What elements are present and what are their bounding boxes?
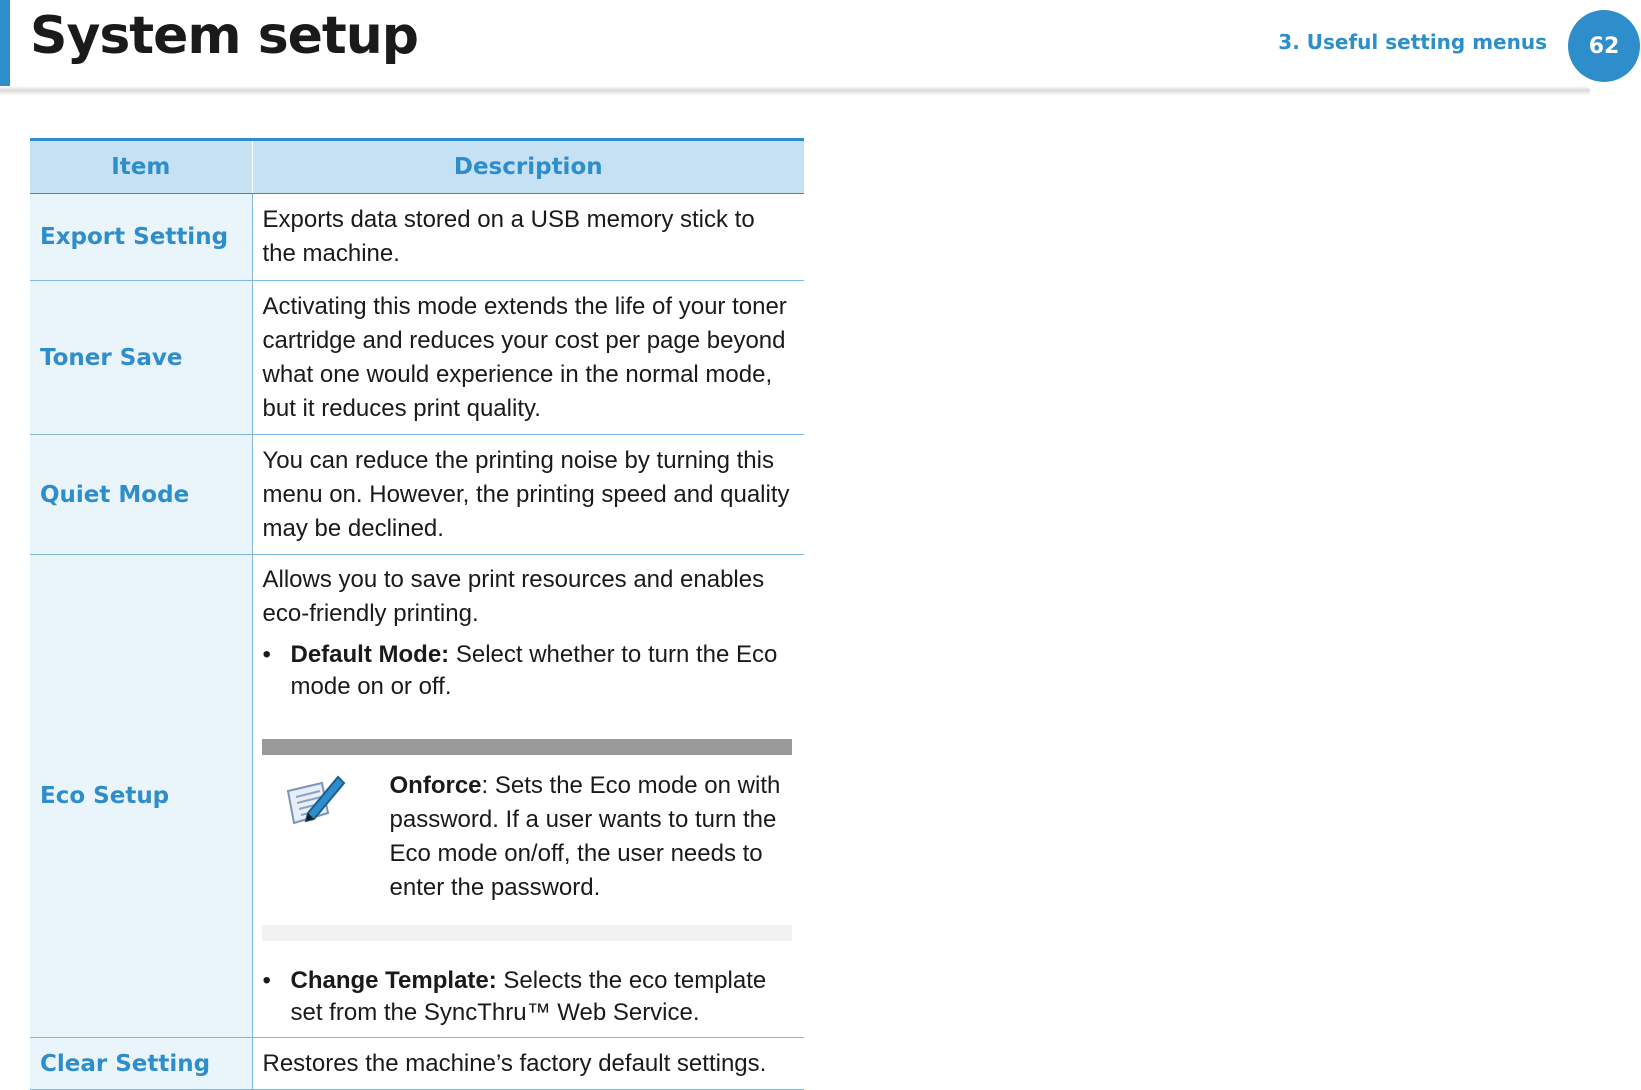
page-number-badge: 62 xyxy=(1568,10,1640,82)
table-row xyxy=(30,281,804,435)
note-pencil-icon xyxy=(262,769,390,905)
page-title: System setup xyxy=(30,6,419,66)
bullet-change-template xyxy=(263,965,793,1029)
header-divider xyxy=(0,86,1590,96)
description-quiet-mode: You can reduce the printing noise by turning this menu on. However, the printing speed and quality may be declined. xyxy=(252,435,804,555)
description-clear-setting: Restores the machine’s factory default settings. xyxy=(252,1038,804,1090)
bullet-default-mode xyxy=(263,639,793,703)
bullet-text xyxy=(291,639,793,703)
item-export-setting: Export Setting xyxy=(30,194,252,281)
column-header-item: Item xyxy=(30,140,252,194)
description-toner-save: Activating this mode extends the life of your toner cartridge and reduces your cost per page beyond what one would experience in the normal mode, but it reduces print quality. xyxy=(252,281,804,435)
title-accent-bar xyxy=(0,0,10,90)
bullet-label-change-template: Change Template: xyxy=(290,967,497,994)
bullet-text xyxy=(291,965,793,1029)
column-header-description: Description xyxy=(252,140,804,194)
description-eco-setup xyxy=(252,555,804,1038)
item-clear-setting: Clear Setting xyxy=(30,1038,252,1090)
item-eco-setup: Eco Setup xyxy=(30,555,252,1038)
bullet-body-default-mode: Select whether to turn the Eco mode on or off. xyxy=(290,641,778,700)
note-text xyxy=(390,769,793,905)
description-export-setting: Exports data stored on a USB memory stick to the machine. xyxy=(252,194,804,281)
bullet-label-default-mode: Default Mode: xyxy=(290,641,450,668)
item-quiet-mode: Quiet Mode xyxy=(30,435,252,555)
settings-table xyxy=(30,138,804,1090)
bullet-dot: • xyxy=(262,641,271,668)
table-row xyxy=(30,194,804,281)
note-label: Onforce xyxy=(389,772,482,799)
bullet-body-change-template: Selects the eco template set from the SyncThru™ Web Service. xyxy=(290,967,767,1026)
bullet-dot: • xyxy=(262,967,271,994)
item-toner-save: Toner Save xyxy=(30,281,252,435)
note-box xyxy=(262,739,793,941)
table-row xyxy=(30,435,804,555)
table-row xyxy=(30,1038,804,1090)
section-label: 3. Useful setting menus xyxy=(1278,30,1547,54)
table-row xyxy=(30,555,804,1038)
note-body: : Sets the Eco mode on with password. If a user wants to turn the Eco mode on/off, the user needs to enter the password. xyxy=(389,772,781,901)
eco-intro: Allows you to save print resources and enables eco-friendly printing. xyxy=(262,566,765,627)
table-header-row xyxy=(30,140,804,194)
